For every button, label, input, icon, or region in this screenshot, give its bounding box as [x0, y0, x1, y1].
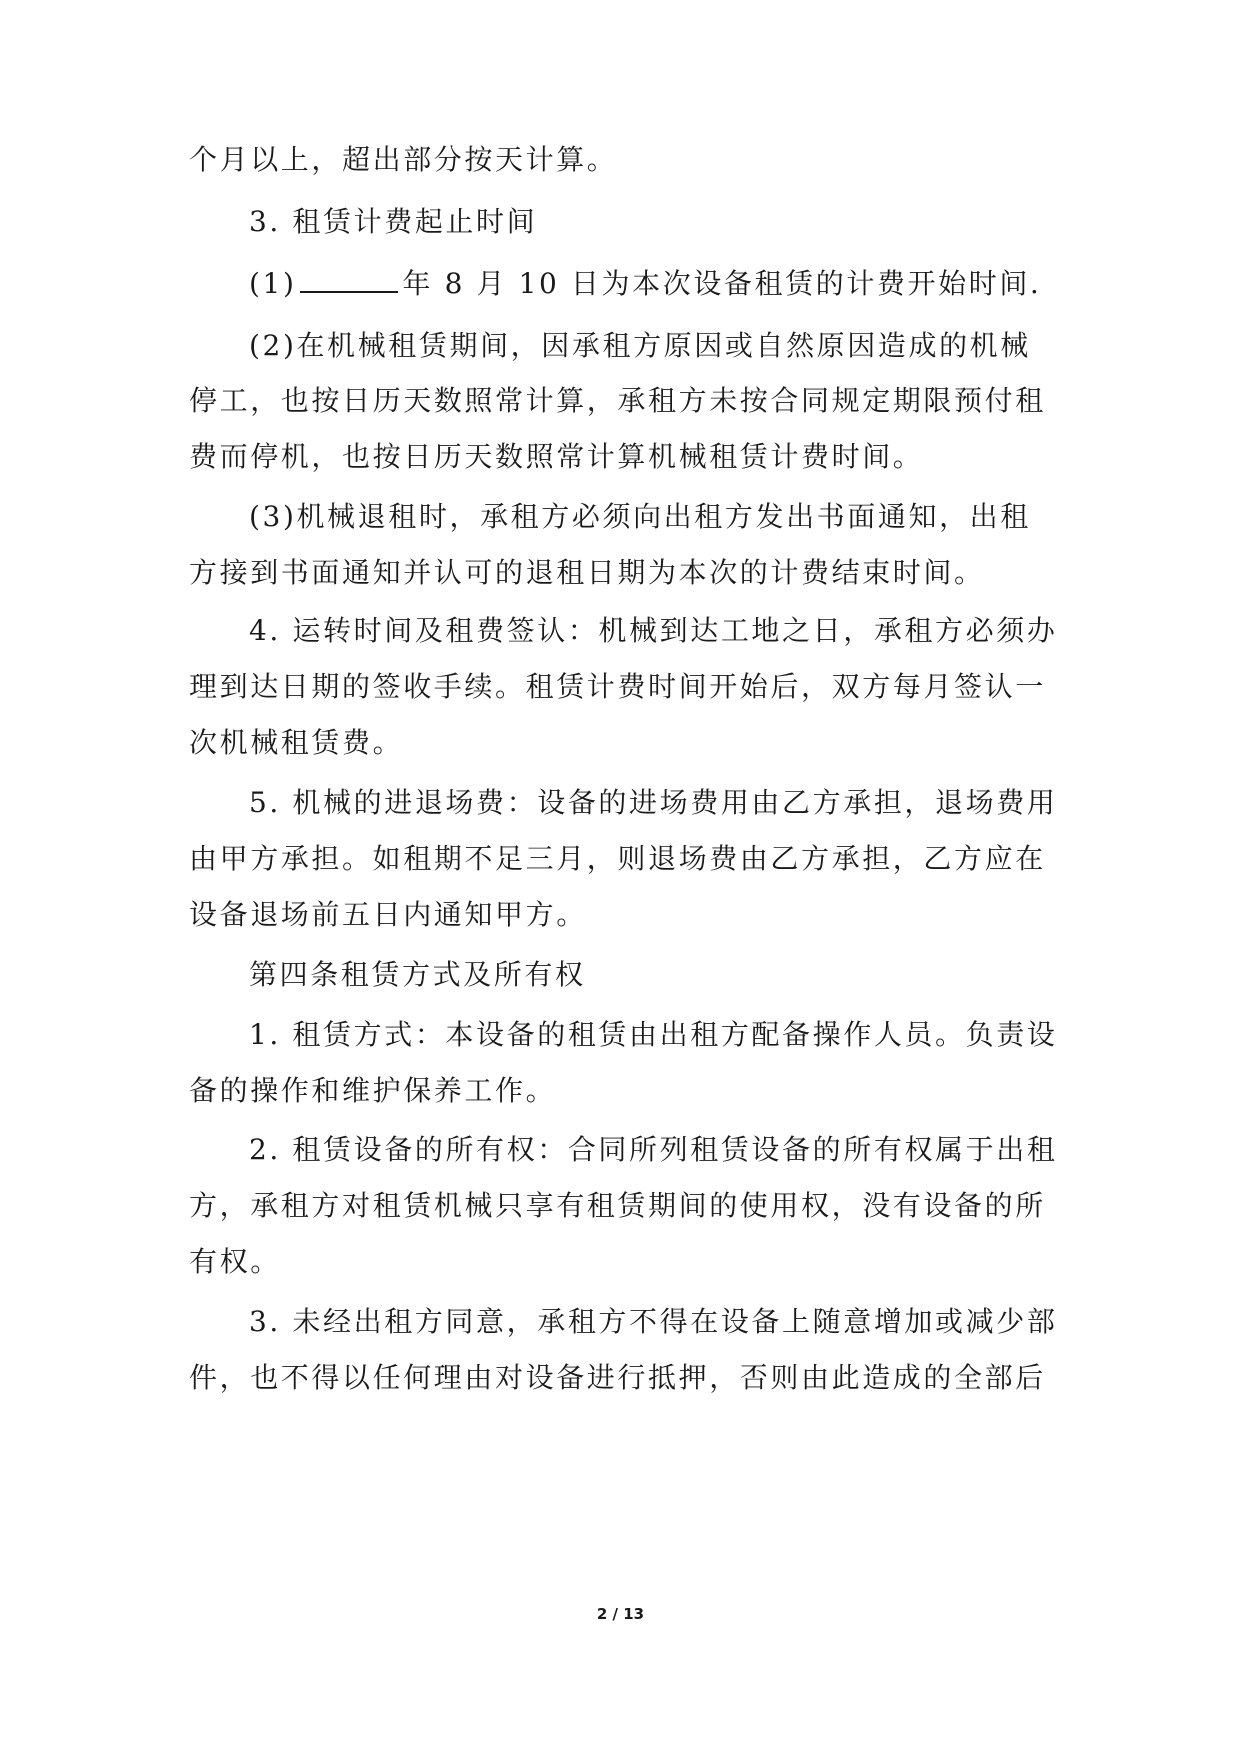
body-text-line: 5. 机械的进退场费：设备的进场费用由乙方承担，退场费用: [249, 786, 1058, 819]
article-heading: 第四条租赁方式及所有权: [249, 958, 586, 991]
section-heading: 3. 租赁计费起止时间: [249, 205, 538, 238]
body-text-line: (2)在机械租赁期间，因承租方原因或自然原因造成的机械: [249, 329, 1031, 362]
body-text-line: 3. 未经出租方同意，承租方不得在设备上随意增加或减少部: [249, 1305, 1058, 1338]
body-text-line: 方，承租方对租赁机械只享有租赁期间的使用权，没有设备的所: [189, 1189, 1046, 1222]
body-text-line: 有权。: [189, 1245, 281, 1278]
body-text-line: 个月以上，超出部分按天计算。: [189, 143, 618, 176]
item-label: (1): [249, 267, 297, 300]
body-text-line: 设备退场前五日内通知甲方。: [189, 898, 587, 931]
body-text-line: 2. 租赁设备的所有权：合同所列租赁设备的所有权属于出租: [249, 1133, 1058, 1166]
page-number: 2 / 13: [596, 1605, 645, 1623]
fill-in-blank: [300, 271, 398, 293]
body-text-line: 件，也不得以任何理由对设备进行抵押，否则由此造成的全部后: [189, 1361, 1046, 1394]
item-text: 年 8 月 10 日为本次设备租赁的计费开始时间.: [402, 267, 1042, 300]
body-text-line: [249, 264, 1041, 304]
body-text-line: 费而停机，也按日历天数照常计算机械租赁计费时间。: [189, 440, 924, 473]
body-text-line: 4. 运转时间及租费签认：机械到达工地之日，承租方必须办: [249, 614, 1058, 647]
body-text-line: 停工，也按日历天数照常计算，承租方未按合同规定期限预付租: [189, 384, 1046, 417]
body-text-line: 由甲方承担。如租期不足三月，则退场费由乙方承担，乙方应在: [189, 842, 1046, 875]
body-text-line: 备的操作和维护保养工作。: [189, 1074, 557, 1107]
body-text-line: 1. 租赁方式：本设备的租赁由出租方配备操作人员。负责设: [249, 1018, 1058, 1051]
body-text-line: 方接到书面通知并认可的退租日期为本次的计费结束时间。: [189, 556, 985, 589]
body-text-line: (3)机械退租时，承租方必须向出租方发出书面通知，出租: [249, 500, 1031, 533]
body-text-line: 理到达日期的签收手续。租赁计费时间开始后，双方每月签认一: [189, 670, 1046, 703]
body-text-line: 次机械租赁费。: [189, 726, 404, 759]
